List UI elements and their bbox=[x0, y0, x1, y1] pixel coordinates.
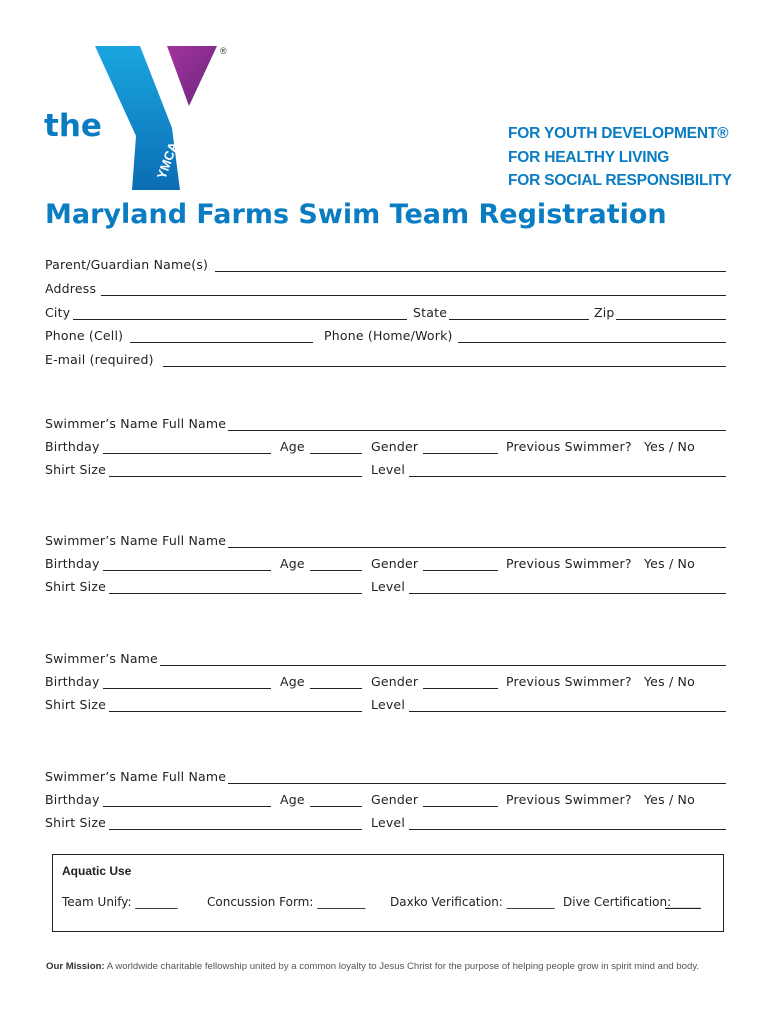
swimmer-name-row bbox=[45, 767, 726, 787]
level-label: Level bbox=[371, 579, 405, 594]
phone-cell-label: Phone (Cell) bbox=[45, 328, 124, 343]
swimmer-name-field[interactable] bbox=[160, 665, 726, 666]
mission-label: Our Mission: bbox=[46, 961, 105, 972]
level-label: Level bbox=[371, 815, 405, 830]
previous-swimmer-label: Previous Swimmer? bbox=[506, 674, 632, 689]
age-label: Age bbox=[280, 792, 305, 807]
svg-text:®: ® bbox=[220, 46, 227, 56]
zip-field[interactable] bbox=[616, 319, 726, 320]
email-label: E-mail (required) bbox=[45, 352, 154, 367]
city-row bbox=[45, 303, 726, 323]
previous-swimmer-yes-no[interactable]: Yes / No bbox=[644, 439, 695, 454]
city-field[interactable] bbox=[73, 319, 407, 320]
birthday-field[interactable] bbox=[103, 806, 271, 807]
swimmer-name-field[interactable] bbox=[228, 430, 726, 431]
gender-label: Gender bbox=[371, 439, 419, 454]
age-label: Age bbox=[280, 674, 305, 689]
birthday-label: Birthday bbox=[45, 674, 100, 689]
shirt-size-field[interactable] bbox=[109, 829, 362, 830]
age-field[interactable] bbox=[310, 570, 362, 571]
swimmer-shirt-row bbox=[45, 695, 726, 715]
logo-text-the: the bbox=[44, 108, 102, 144]
shirt-size-label: Shirt Size bbox=[45, 579, 107, 594]
swimmer-name-label: Swimmer’s Name Full Name bbox=[45, 416, 227, 431]
level-label: Level bbox=[371, 462, 405, 477]
email-field[interactable] bbox=[163, 366, 726, 367]
gender-field[interactable] bbox=[423, 806, 498, 807]
gender-label: Gender bbox=[371, 674, 419, 689]
svg-text:YMCA: YMCA bbox=[153, 139, 181, 182]
level-field[interactable] bbox=[409, 476, 726, 477]
tagline-healthy: FOR HEALTHY LIVING bbox=[508, 149, 670, 166]
guardian-field[interactable] bbox=[215, 271, 726, 272]
aquatic-use-box bbox=[52, 854, 724, 932]
swimmer-details-row bbox=[45, 437, 726, 457]
guardian-row bbox=[45, 255, 726, 275]
swimmer-name-row bbox=[45, 414, 726, 434]
dive-certification-label: Dive Certification: bbox=[563, 895, 672, 909]
previous-swimmer-yes-no[interactable]: Yes / No bbox=[644, 792, 695, 807]
shirt-size-field[interactable] bbox=[109, 476, 362, 477]
dive-certification-field[interactable]: ______ bbox=[665, 895, 701, 909]
shirt-size-label: Shirt Size bbox=[45, 697, 107, 712]
birthday-field[interactable] bbox=[103, 688, 271, 689]
previous-swimmer-yes-no[interactable]: Yes / No bbox=[644, 556, 695, 571]
level-field[interactable] bbox=[409, 711, 726, 712]
gender-field[interactable] bbox=[423, 688, 498, 689]
birthday-field[interactable] bbox=[103, 570, 271, 571]
mission-text: A worldwide charitable fellowship united by a common loyalty to Jesus Christ for the purpose of helping people grow in spirit mind and body. bbox=[104, 961, 700, 972]
phone-cell-field[interactable] bbox=[130, 342, 313, 343]
shirt-size-label: Shirt Size bbox=[45, 815, 107, 830]
state-label: State bbox=[413, 305, 448, 320]
swimmer-name-row bbox=[45, 531, 726, 551]
swimmer-name-field[interactable] bbox=[228, 547, 726, 548]
city-label: City bbox=[45, 305, 71, 320]
swimmer-details-row bbox=[45, 672, 726, 692]
shirt-size-field[interactable] bbox=[109, 711, 362, 712]
level-label: Level bbox=[371, 697, 405, 712]
phone-row bbox=[45, 326, 726, 346]
address-label: Address bbox=[45, 281, 97, 296]
state-field[interactable] bbox=[449, 319, 589, 320]
guardian-label: Parent/Guardian Name(s) bbox=[45, 257, 209, 272]
age-field[interactable] bbox=[310, 453, 362, 454]
swimmer-name-label: Swimmer’s Name Full Name bbox=[45, 769, 227, 784]
shirt-size-field[interactable] bbox=[109, 593, 362, 594]
address-field[interactable] bbox=[101, 295, 726, 296]
page-title: Maryland Farms Swim Team Registration bbox=[45, 199, 667, 230]
phone-home-field[interactable] bbox=[458, 342, 726, 343]
team-unify-field[interactable]: Team Unify: _______ bbox=[62, 895, 178, 909]
swimmer-shirt-row bbox=[45, 813, 726, 833]
aquatic-use-title: Aquatic Use bbox=[62, 864, 132, 878]
birthday-field[interactable] bbox=[103, 453, 271, 454]
swimmer-details-row bbox=[45, 790, 726, 810]
age-field[interactable] bbox=[310, 806, 362, 807]
swimmer-name-field[interactable] bbox=[228, 783, 726, 784]
age-label: Age bbox=[280, 556, 305, 571]
previous-swimmer-yes-no[interactable]: Yes / No bbox=[644, 674, 695, 689]
swimmer-name-label: Swimmer’s Name Full Name bbox=[45, 533, 227, 548]
gender-label: Gender bbox=[371, 792, 419, 807]
swimmer-shirt-row bbox=[45, 577, 726, 597]
birthday-label: Birthday bbox=[45, 556, 100, 571]
phone-home-label: Phone (Home/Work) bbox=[324, 328, 453, 343]
level-field[interactable] bbox=[409, 593, 726, 594]
address-row bbox=[45, 279, 726, 299]
daxko-verification-field[interactable]: Daxko Verification: ________ bbox=[390, 895, 555, 909]
previous-swimmer-label: Previous Swimmer? bbox=[506, 556, 632, 571]
concussion-form-field[interactable]: Concussion Form: ________ bbox=[207, 895, 366, 909]
gender-label: Gender bbox=[371, 556, 419, 571]
tagline-social: FOR SOCIAL RESPONSIBILITY bbox=[508, 172, 732, 189]
age-label: Age bbox=[280, 439, 305, 454]
swimmer-name-label: Swimmer’s Name bbox=[45, 651, 158, 666]
swimmer-details-row bbox=[45, 554, 726, 574]
previous-swimmer-label: Previous Swimmer? bbox=[506, 439, 632, 454]
level-field[interactable] bbox=[409, 829, 726, 830]
shirt-size-label: Shirt Size bbox=[45, 462, 107, 477]
swimmer-name-row bbox=[45, 649, 726, 669]
birthday-label: Birthday bbox=[45, 792, 100, 807]
age-field[interactable] bbox=[310, 688, 362, 689]
swimmer-shirt-row bbox=[45, 460, 726, 480]
ymca-logo bbox=[40, 40, 240, 195]
zip-label: Zip bbox=[594, 305, 615, 320]
gender-field[interactable] bbox=[423, 570, 498, 571]
previous-swimmer-label: Previous Swimmer? bbox=[506, 792, 632, 807]
email-row bbox=[45, 350, 726, 370]
tagline-youth: FOR YOUTH DEVELOPMENT® bbox=[508, 125, 729, 142]
birthday-label: Birthday bbox=[45, 439, 100, 454]
gender-field[interactable] bbox=[423, 453, 498, 454]
mission-statement bbox=[46, 961, 699, 972]
